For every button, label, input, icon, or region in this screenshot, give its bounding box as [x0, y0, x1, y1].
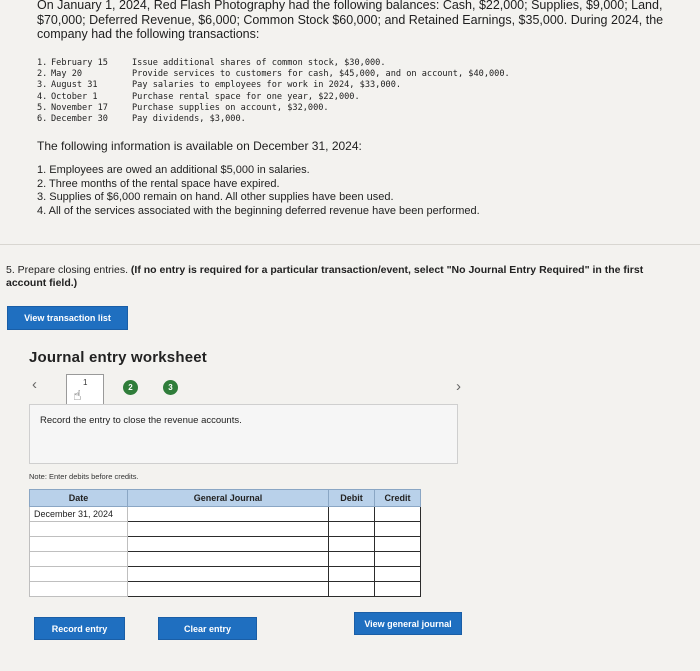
problem-intro: On January 1, 2024, Red Flash Photography had the following balances: Cash, $22,000; Supplies, $9,000; Land, $70,000; Deferred Revenue, $6,000; Common Stock $60,000; and Retained Earnings, $35,000. During 2024, the company had the following transactions:	[37, 0, 664, 41]
txn-number: 6.	[37, 114, 48, 125]
info-heading: The following information is available on December 31, 2024:	[37, 139, 362, 153]
txn-number: 4.	[37, 91, 48, 102]
table-row	[30, 507, 421, 522]
txn-desc: Provide services to customers for cash, $45,000, and on account, $40,000.	[132, 69, 510, 80]
transaction-row	[37, 69, 510, 80]
hand-pointer-icon: ☝	[73, 387, 82, 403]
date-cell: December 31, 2024	[30, 507, 128, 522]
chevron-right-icon[interactable]: ›	[456, 378, 461, 395]
credit-input[interactable]	[375, 552, 421, 567]
table-header-row	[30, 490, 421, 507]
table-row	[30, 582, 421, 597]
step-number: 1	[83, 378, 88, 387]
txn-desc: Purchase supplies on account, $32,000.	[132, 102, 329, 113]
transaction-row	[37, 114, 510, 125]
txn-date: October 1	[51, 91, 98, 102]
credit-input[interactable]	[375, 567, 421, 582]
account-input[interactable]	[128, 522, 329, 537]
credit-input[interactable]	[375, 522, 421, 537]
step-3-tab[interactable]: 3	[163, 380, 178, 395]
info-item: 2. Three months of the rental space have expired.	[37, 177, 280, 190]
txn-date: December 30	[51, 114, 108, 125]
txn-desc: Pay salaries to employees for work in 2024, $33,000.	[132, 80, 402, 91]
transaction-list	[37, 58, 510, 125]
account-input[interactable]	[128, 537, 329, 552]
txn-desc: Pay dividends, $3,000.	[132, 114, 246, 125]
credit-input[interactable]	[375, 582, 421, 597]
journal-table	[29, 489, 421, 597]
txn-number: 5.	[37, 102, 48, 113]
table-row	[30, 522, 421, 537]
clear-entry-button[interactable]: Clear entry	[158, 617, 257, 640]
txn-date: May 20	[51, 69, 83, 80]
view-transaction-list-button[interactable]: View transaction list	[7, 306, 128, 330]
date-cell	[30, 537, 128, 552]
debit-input[interactable]	[329, 537, 375, 552]
record-entry-button[interactable]: Record entry	[34, 617, 125, 640]
credit-input[interactable]	[375, 507, 421, 522]
debit-header: Debit	[329, 490, 375, 507]
account-input[interactable]	[128, 507, 329, 522]
info-item: 3. Supplies of $6,000 remain on hand. All other supplies have been used.	[37, 191, 394, 203]
debit-input[interactable]	[329, 582, 375, 597]
txn-date: November 17	[51, 102, 108, 113]
view-general-journal-button[interactable]: View general journal	[354, 612, 462, 635]
transaction-row	[37, 103, 510, 114]
question-prefix: 5. Prepare closing entries.	[6, 264, 128, 276]
txn-date: August 31	[51, 80, 98, 91]
account-input[interactable]	[128, 567, 329, 582]
credit-input[interactable]	[375, 537, 421, 552]
txn-number: 3.	[37, 80, 48, 91]
instruction-text: Record the entry to close the revenue accounts.	[40, 415, 242, 426]
date-cell	[30, 567, 128, 582]
table-row	[30, 567, 421, 582]
debit-input[interactable]	[329, 507, 375, 522]
question-instruction: (If no entry is required for a particular transaction/event, select "No Journal Entry Required" in the first account field.)	[6, 264, 644, 289]
credit-header: Credit	[375, 490, 421, 507]
table-row	[30, 552, 421, 567]
table-row	[30, 537, 421, 552]
chevron-left-icon[interactable]: ‹	[32, 376, 37, 393]
info-list	[37, 164, 480, 218]
transaction-row	[37, 80, 510, 91]
debit-input[interactable]	[329, 522, 375, 537]
date-header: Date	[30, 490, 128, 507]
debit-input[interactable]	[329, 567, 375, 582]
txn-desc: Purchase rental space for one year, $22,000.	[132, 91, 360, 102]
account-input[interactable]	[128, 582, 329, 597]
entry-note: Note: Enter debits before credits.	[29, 472, 139, 481]
question-text	[6, 264, 686, 289]
txn-date: February 15	[51, 58, 108, 68]
instruction-box	[29, 404, 458, 464]
general-journal-header: General Journal	[128, 490, 329, 507]
step-2-tab[interactable]: 2	[123, 380, 138, 395]
transaction-row	[37, 92, 510, 103]
info-item: 4. All of the services associated with the beginning deferred revenue have been performed.	[37, 204, 480, 217]
date-cell	[30, 552, 128, 567]
section-divider	[0, 244, 700, 245]
txn-desc: Issue additional shares of common stock, $30,000.	[132, 58, 386, 68]
txn-number: 2.	[37, 69, 48, 80]
date-cell	[30, 582, 128, 597]
date-cell	[30, 522, 128, 537]
account-input[interactable]	[128, 552, 329, 567]
worksheet-title: Journal entry worksheet	[29, 349, 207, 366]
debit-input[interactable]	[329, 552, 375, 567]
txn-number: 1.	[37, 58, 48, 68]
info-item: 1. Employees are owed an additional $5,000 in salaries.	[37, 164, 310, 176]
transaction-row	[37, 58, 510, 69]
